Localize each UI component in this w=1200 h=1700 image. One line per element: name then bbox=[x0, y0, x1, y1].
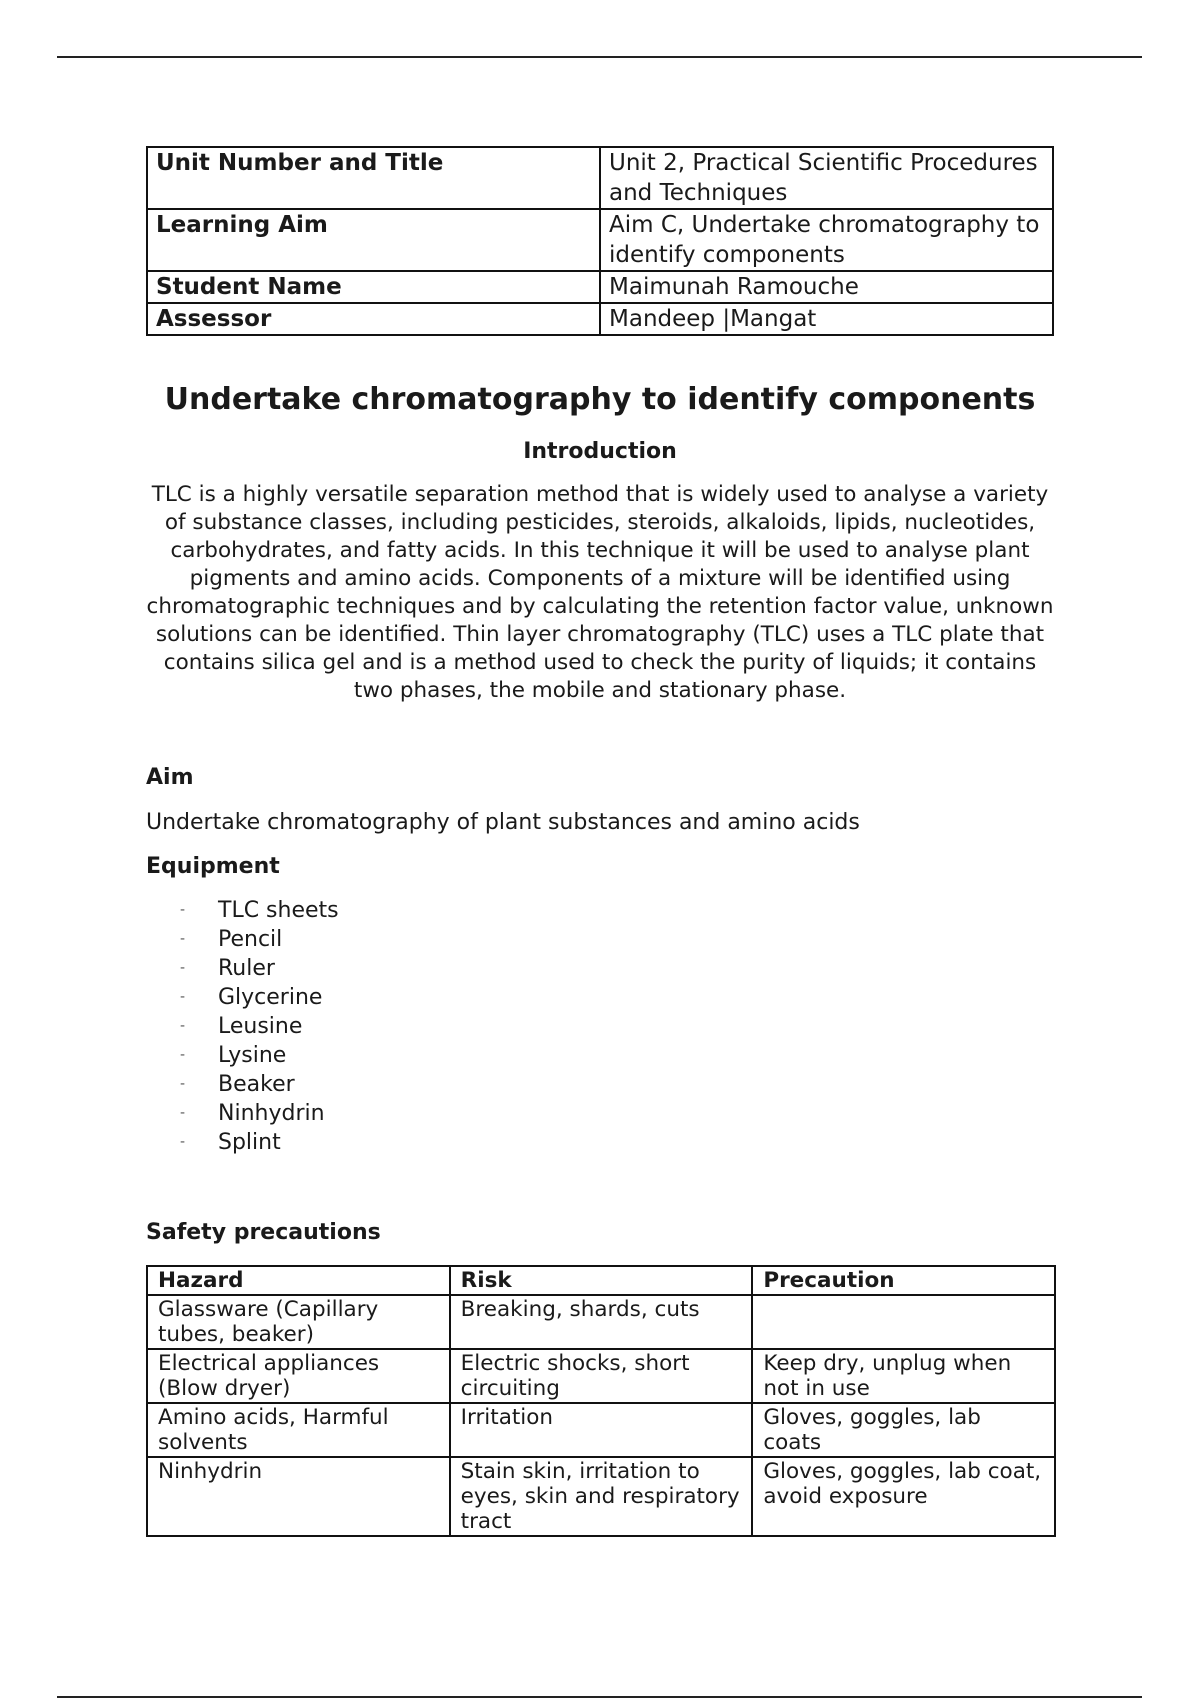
equipment-item: Splint bbox=[218, 1130, 281, 1155]
equipment-item: Beaker bbox=[218, 1072, 295, 1097]
safety-table bbox=[146, 1265, 1056, 1537]
bullet-dash: - bbox=[180, 931, 186, 947]
bullet-dash: - bbox=[180, 989, 186, 1005]
top-rule bbox=[57, 56, 1142, 58]
list-item bbox=[146, 925, 339, 954]
aim-heading: Aim bbox=[146, 765, 194, 790]
list-item bbox=[146, 1012, 339, 1041]
equipment-list bbox=[146, 896, 339, 1157]
table-row bbox=[147, 209, 1053, 271]
assessor-label: Assessor bbox=[147, 303, 600, 335]
equipment-item: Lysine bbox=[218, 1043, 287, 1068]
student-name-label: Student Name bbox=[147, 271, 600, 303]
bullet-dash: - bbox=[180, 1018, 186, 1034]
unit-number-label: Unit Number and Title bbox=[147, 147, 600, 209]
precaution-cell bbox=[752, 1295, 1055, 1349]
safety-heading: Safety precautions bbox=[146, 1220, 381, 1245]
table-row bbox=[147, 1349, 1055, 1403]
equipment-item: Leusine bbox=[218, 1014, 303, 1039]
bullet-dash: - bbox=[180, 960, 186, 976]
list-item bbox=[146, 1070, 339, 1099]
list-item bbox=[146, 896, 339, 925]
equipment-heading: Equipment bbox=[146, 854, 280, 879]
introduction-heading: Introduction bbox=[523, 439, 677, 464]
unit-info-table bbox=[146, 146, 1054, 336]
risk-cell: Electric shocks, short circuiting bbox=[450, 1349, 753, 1403]
table-row bbox=[147, 271, 1053, 303]
risk-cell: Breaking, shards, cuts bbox=[450, 1295, 753, 1349]
bottom-rule bbox=[57, 1696, 1142, 1698]
unit-number-value: Unit 2, Practical Scientific Procedures and Techniques bbox=[600, 147, 1053, 209]
risk-cell: Stain skin, irritation to eyes, skin and respiratory tract bbox=[450, 1457, 753, 1536]
table-row bbox=[147, 1457, 1055, 1536]
table-row bbox=[147, 147, 1053, 209]
precaution-cell: Gloves, goggles, lab coat, avoid exposure bbox=[752, 1457, 1055, 1536]
introduction-text: TLC is a highly versatile separation method that is widely used to analyse a variety of substance classes, including pesticides, steroids, alkaloids, lipids, nucleotides, carbohydrates, and fatty acids. In this technique it will be used to analyse plant pigments and amino acids. Components of a mixture will be identified using chromatographic techniques and by calculating the retention factor value, unknown solutions can be identified. Thin layer chromatography (TLC) uses a TLC plate that contains silica gel and is a method used to check the purity of liquids; it contains two phases, the mobile and stationary phase. bbox=[146, 482, 1054, 703]
hazard-cell: Glassware (Capillary tubes, beaker) bbox=[147, 1295, 450, 1349]
page-title: Undertake chromatography to identify components bbox=[164, 382, 1036, 417]
learning-aim-value: Aim C, Undertake chromatography to identify components bbox=[600, 209, 1053, 271]
list-item bbox=[146, 954, 339, 983]
hazard-cell: Amino acids, Harmful solvents bbox=[147, 1403, 450, 1457]
precaution-cell: Gloves, goggles, lab coats bbox=[752, 1403, 1055, 1457]
hazard-cell: Electrical appliances (Blow dryer) bbox=[147, 1349, 450, 1403]
bullet-dash: - bbox=[180, 1134, 186, 1150]
risk-column-header: Risk bbox=[450, 1266, 753, 1295]
aim-text: Undertake chromatography of plant substances and amino acids bbox=[146, 810, 860, 835]
precaution-cell: Keep dry, unplug when not in use bbox=[752, 1349, 1055, 1403]
equipment-item: TLC sheets bbox=[218, 898, 339, 923]
assessor-value: Mandeep |Mangat bbox=[600, 303, 1053, 335]
equipment-item: Ninhydrin bbox=[218, 1101, 325, 1126]
equipment-item: Ruler bbox=[218, 956, 275, 981]
precaution-column-header: Precaution bbox=[752, 1266, 1055, 1295]
list-item bbox=[146, 1099, 339, 1128]
list-item bbox=[146, 983, 339, 1012]
table-row bbox=[147, 303, 1053, 335]
bullet-dash: - bbox=[180, 1076, 186, 1092]
bullet-dash: - bbox=[180, 1105, 186, 1121]
list-item bbox=[146, 1128, 339, 1157]
table-row bbox=[147, 1403, 1055, 1457]
risk-cell: Irritation bbox=[450, 1403, 753, 1457]
hazard-cell: Ninhydrin bbox=[147, 1457, 450, 1536]
table-header-row bbox=[147, 1266, 1055, 1295]
learning-aim-label: Learning Aim bbox=[147, 209, 600, 271]
list-item bbox=[146, 1041, 339, 1070]
equipment-item: Pencil bbox=[218, 927, 283, 952]
hazard-column-header: Hazard bbox=[147, 1266, 450, 1295]
equipment-item: Glycerine bbox=[218, 985, 323, 1010]
table-row bbox=[147, 1295, 1055, 1349]
student-name-value: Maimunah Ramouche bbox=[600, 271, 1053, 303]
bullet-dash: - bbox=[180, 902, 186, 918]
bullet-dash: - bbox=[180, 1047, 186, 1063]
